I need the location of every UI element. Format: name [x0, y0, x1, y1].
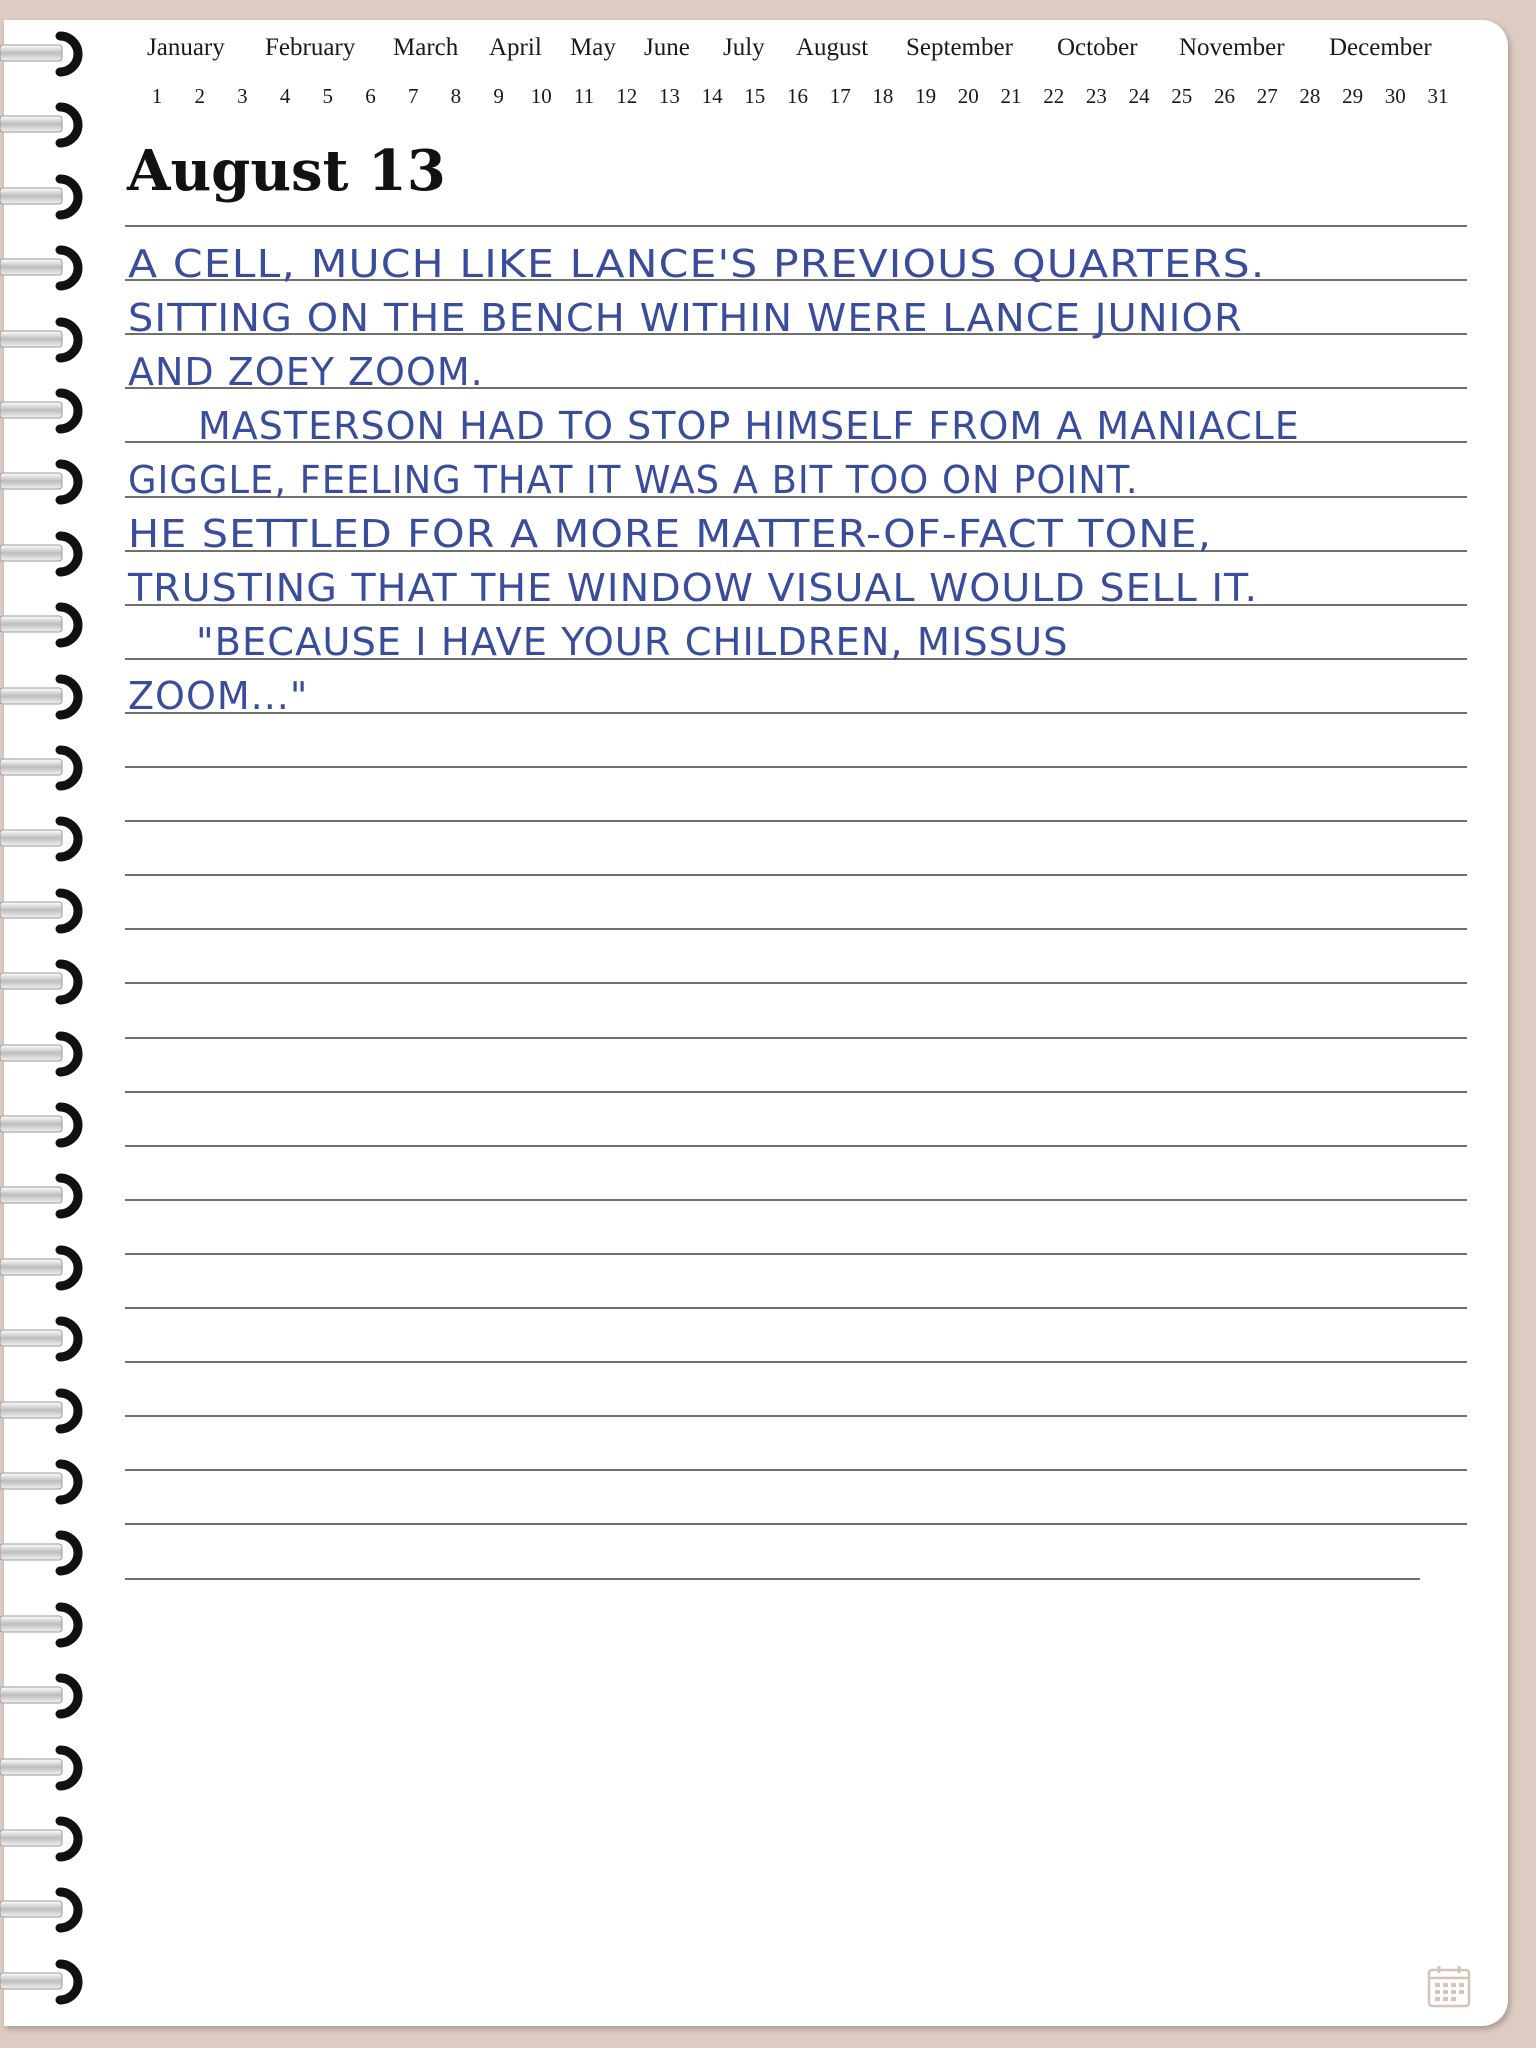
- month-december[interactable]: December: [1329, 34, 1432, 61]
- day-19[interactable]: 19: [915, 84, 937, 108]
- entry-line: "BECAUSE I HAVE YOUR CHILDREN, MISSUS: [196, 620, 1069, 664]
- day-14[interactable]: 14: [701, 84, 723, 108]
- day-22[interactable]: 22: [1043, 84, 1065, 108]
- day-16[interactable]: 16: [787, 84, 808, 108]
- day-21[interactable]: 21: [1000, 84, 1022, 108]
- day-7[interactable]: 7: [407, 84, 419, 108]
- page-title: August 13: [127, 138, 446, 204]
- month-march[interactable]: March: [393, 34, 459, 61]
- entry-line: TRUSTING THAT THE WINDOW VISUAL WOULD SELL IT.: [128, 566, 1259, 610]
- day-6[interactable]: 6: [365, 84, 376, 108]
- month-april[interactable]: April: [489, 34, 542, 61]
- day-27[interactable]: 27: [1256, 84, 1278, 108]
- month-august[interactable]: August: [796, 34, 869, 61]
- day-15[interactable]: 15: [744, 84, 766, 108]
- day-24[interactable]: 24: [1128, 84, 1150, 108]
- day-12[interactable]: 12: [616, 84, 638, 108]
- day-23[interactable]: 23: [1085, 84, 1107, 108]
- entry-line: GIGGLE, FEELING THAT IT WAS A BIT TOO ON POINT.: [128, 458, 1139, 502]
- day-4[interactable]: 4: [279, 84, 291, 108]
- entry-line: ZOOM...": [128, 674, 309, 718]
- month-october[interactable]: October: [1057, 34, 1138, 61]
- day-28[interactable]: 28: [1299, 84, 1321, 108]
- calendar-icon[interactable]: [1426, 1964, 1472, 2008]
- month-may[interactable]: May: [570, 34, 616, 61]
- day-30[interactable]: 30: [1384, 84, 1406, 108]
- day-13[interactable]: 13: [658, 84, 680, 108]
- day-1[interactable]: 1: [151, 84, 163, 108]
- day-11[interactable]: 11: [573, 84, 595, 108]
- day-5[interactable]: 5: [322, 84, 334, 108]
- entry-line: AND ZOEY ZOOM.: [128, 350, 484, 394]
- day-31[interactable]: 31: [1427, 84, 1449, 108]
- day-26[interactable]: 26: [1214, 84, 1235, 108]
- day-25[interactable]: 25: [1171, 84, 1193, 108]
- month-february[interactable]: February: [265, 34, 356, 61]
- day-18[interactable]: 18: [872, 84, 894, 108]
- day-2[interactable]: 2: [194, 84, 205, 108]
- day-8[interactable]: 8: [450, 84, 462, 108]
- entry-line: A CELL, MUCH LIKE LANCE'S PREVIOUS QUARTERS.: [128, 242, 1266, 286]
- entry-line: HE SETTLED FOR A MORE MATTER-OF-FACT TONE,: [128, 512, 1212, 556]
- entry-line: SITTING ON THE BENCH WITHIN WERE LANCE JUNIOR: [128, 296, 1243, 340]
- day-10[interactable]: 10: [530, 84, 552, 108]
- month-january[interactable]: January: [147, 34, 225, 61]
- month-september[interactable]: September: [906, 34, 1013, 61]
- day-17[interactable]: 17: [829, 84, 851, 108]
- day-20[interactable]: 20: [957, 84, 979, 108]
- day-3[interactable]: 3: [237, 84, 248, 108]
- entry-line: MASTERSON HAD TO STOP HIMSELF FROM A MANIACLE: [198, 404, 1300, 448]
- month-june[interactable]: June: [644, 34, 690, 61]
- day-29[interactable]: 29: [1342, 84, 1364, 108]
- day-9[interactable]: 9: [493, 84, 504, 108]
- month-july[interactable]: July: [723, 34, 765, 61]
- month-november[interactable]: November: [1179, 34, 1285, 61]
